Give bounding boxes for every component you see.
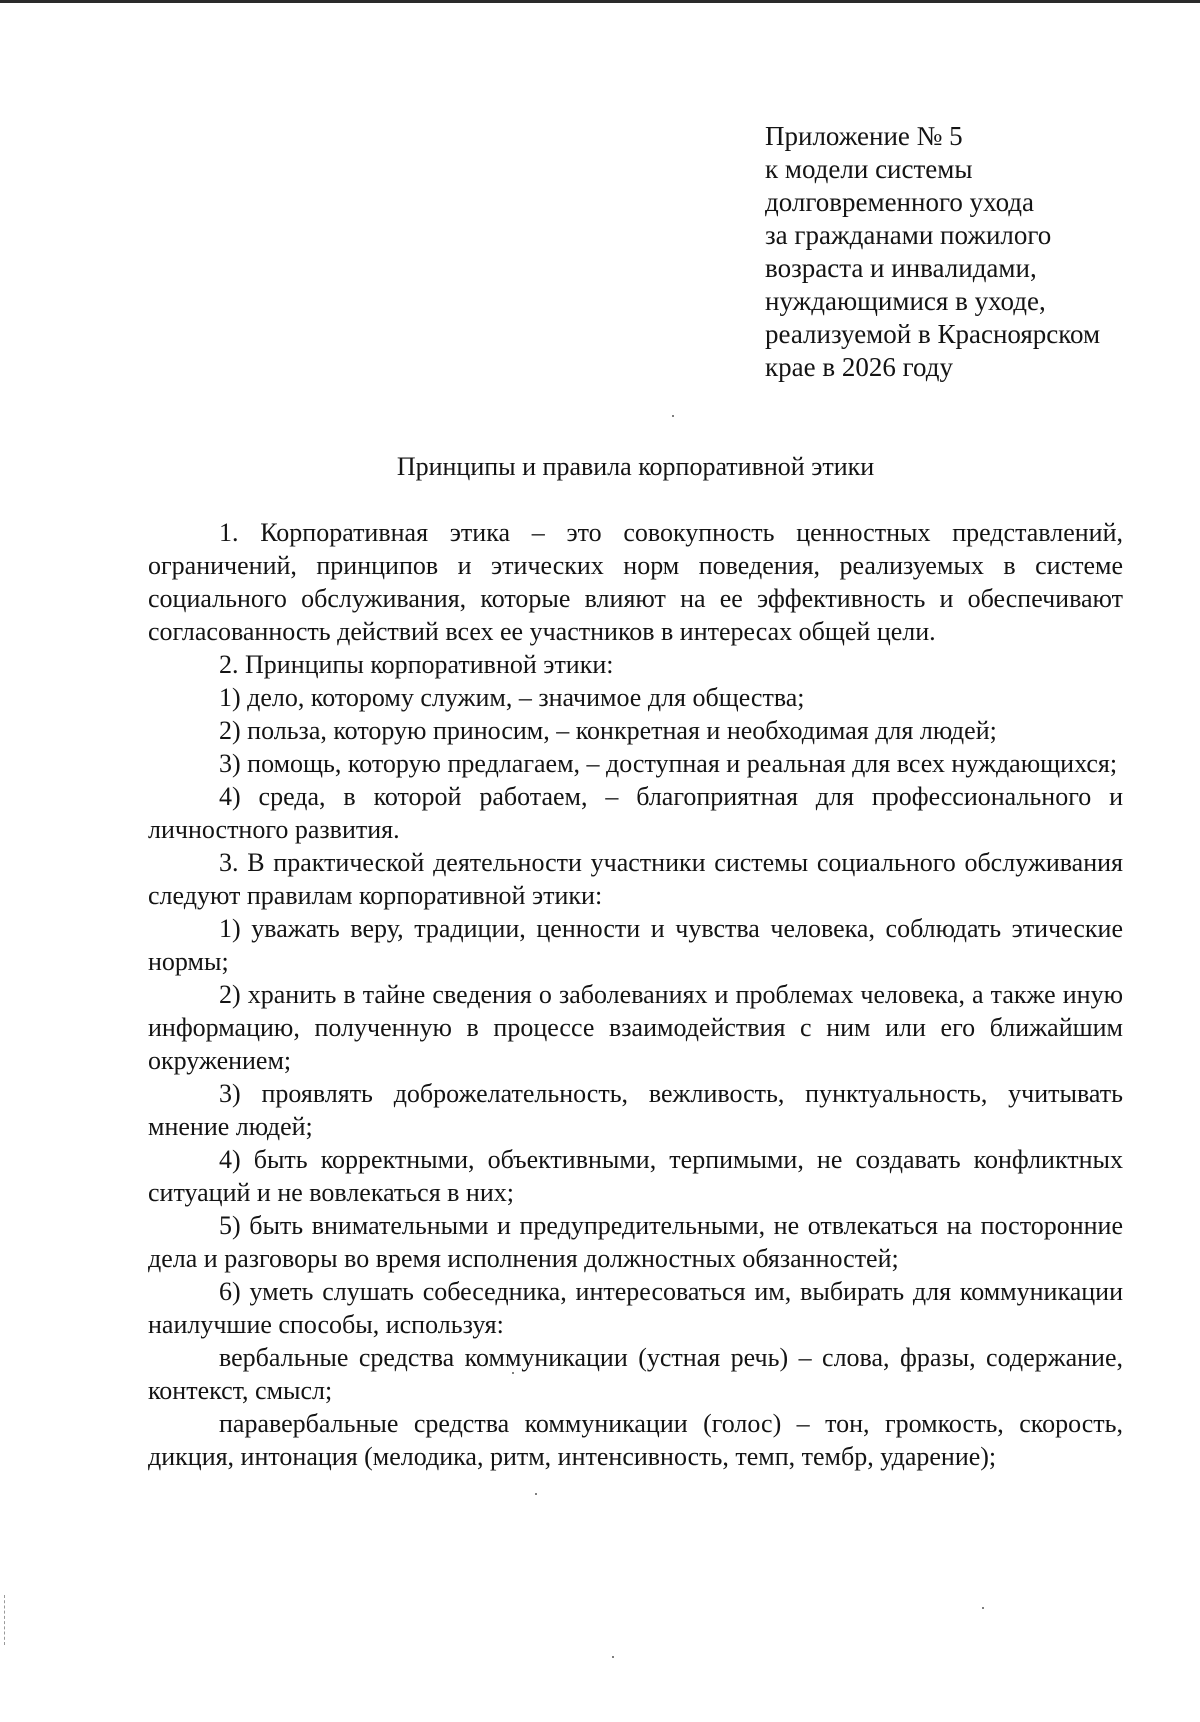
appendix-line: возраста и инвалидами,: [765, 253, 1037, 283]
appendix-line: за гражданами пожилого: [765, 220, 1052, 250]
paragraph-rules-heading: 3. В практической деятельности участники системы социального обслуживания следуют правилам корпоративной этики:: [148, 848, 1123, 910]
rule-item: 4) быть корректными, объективными, терпимыми, не создавать конфликтных ситуаций и не вовлекаться в них;: [148, 1145, 1123, 1207]
document-title: Принципы и правила корпоративной этики: [396, 452, 875, 481]
paragraph-principles-heading: 2. Принципы корпоративной этики:: [219, 650, 614, 679]
communication-subitem: вербальные средства коммуникации (устная речь) – слова, фразы, содержание, контекст, смысл;: [148, 1343, 1123, 1405]
rule-item: 2) хранить в тайне сведения о заболеваниях и проблемах человека, а также иную информацию, полученную в процессе взаимодействия с ним или его ближайшим окружением;: [148, 980, 1123, 1075]
scan-edge-mark: [4, 1595, 6, 1645]
appendix-line: крае в 2026 году: [765, 352, 953, 382]
appendix-line: долговременного ухода: [765, 187, 1035, 217]
rule-item: 6) уметь слушать собеседника, интересоваться им, выбирать для коммуникации наилучшие способы, используя:: [148, 1277, 1123, 1339]
scan-speck: [672, 415, 674, 417]
appendix-line: Приложение № 5: [765, 121, 963, 151]
appendix-line: к модели системы: [765, 154, 973, 184]
rule-item: 3) проявлять доброжелательность, вежливость, пунктуальность, учитывать мнение людей;: [148, 1079, 1123, 1141]
principle-item: 1) дело, которому служим, – значимое для общества;: [219, 683, 805, 712]
paragraph-definition: 1. Корпоративная этика – это совокупность ценностных представлений, ограничений, принципов и этических норм поведения, реализуемых в системе социального обслуживания, которые влияют на ее эффективность и обеспечивают согласованность действий всех ее участников в интересах общей цели.: [148, 518, 1123, 646]
document-body: [148, 516, 1123, 1473]
principle-item: 3) помощь, которую предлагаем, – доступная и реальная для всех нуждающихся;: [219, 749, 1118, 778]
principle-item: 4) среда, в которой работаем, – благоприятная для профессионального и личностного развития.: [148, 782, 1123, 844]
appendix-header: [765, 120, 1185, 384]
scan-top-border: [0, 0, 1200, 3]
scan-speck: [535, 1493, 537, 1495]
scan-speck: [612, 1656, 614, 1658]
rule-item: 5) быть внимательными и предупредительными, не отвлекаться на посторонние дела и разговоры во время исполнения должностных обязанностей;: [148, 1211, 1123, 1273]
principle-item: 2) польза, которую приносим, – конкретная и необходимая для людей;: [219, 716, 997, 745]
appendix-line: нуждающимися в уходе,: [765, 286, 1046, 316]
scan-speck: [512, 1372, 514, 1374]
communication-subitem: паравербальные средства коммуникации (голос) – тон, громкость, скорость, дикция, интонация (мелодика, ритм, интенсивность, темп, тембр, ударение);: [148, 1409, 1123, 1471]
appendix-line: реализуемой в Красноярском: [765, 319, 1101, 349]
scan-speck: [982, 1607, 984, 1609]
rule-item: 1) уважать веру, традиции, ценности и чувства человека, соблюдать этические нормы;: [148, 914, 1123, 976]
